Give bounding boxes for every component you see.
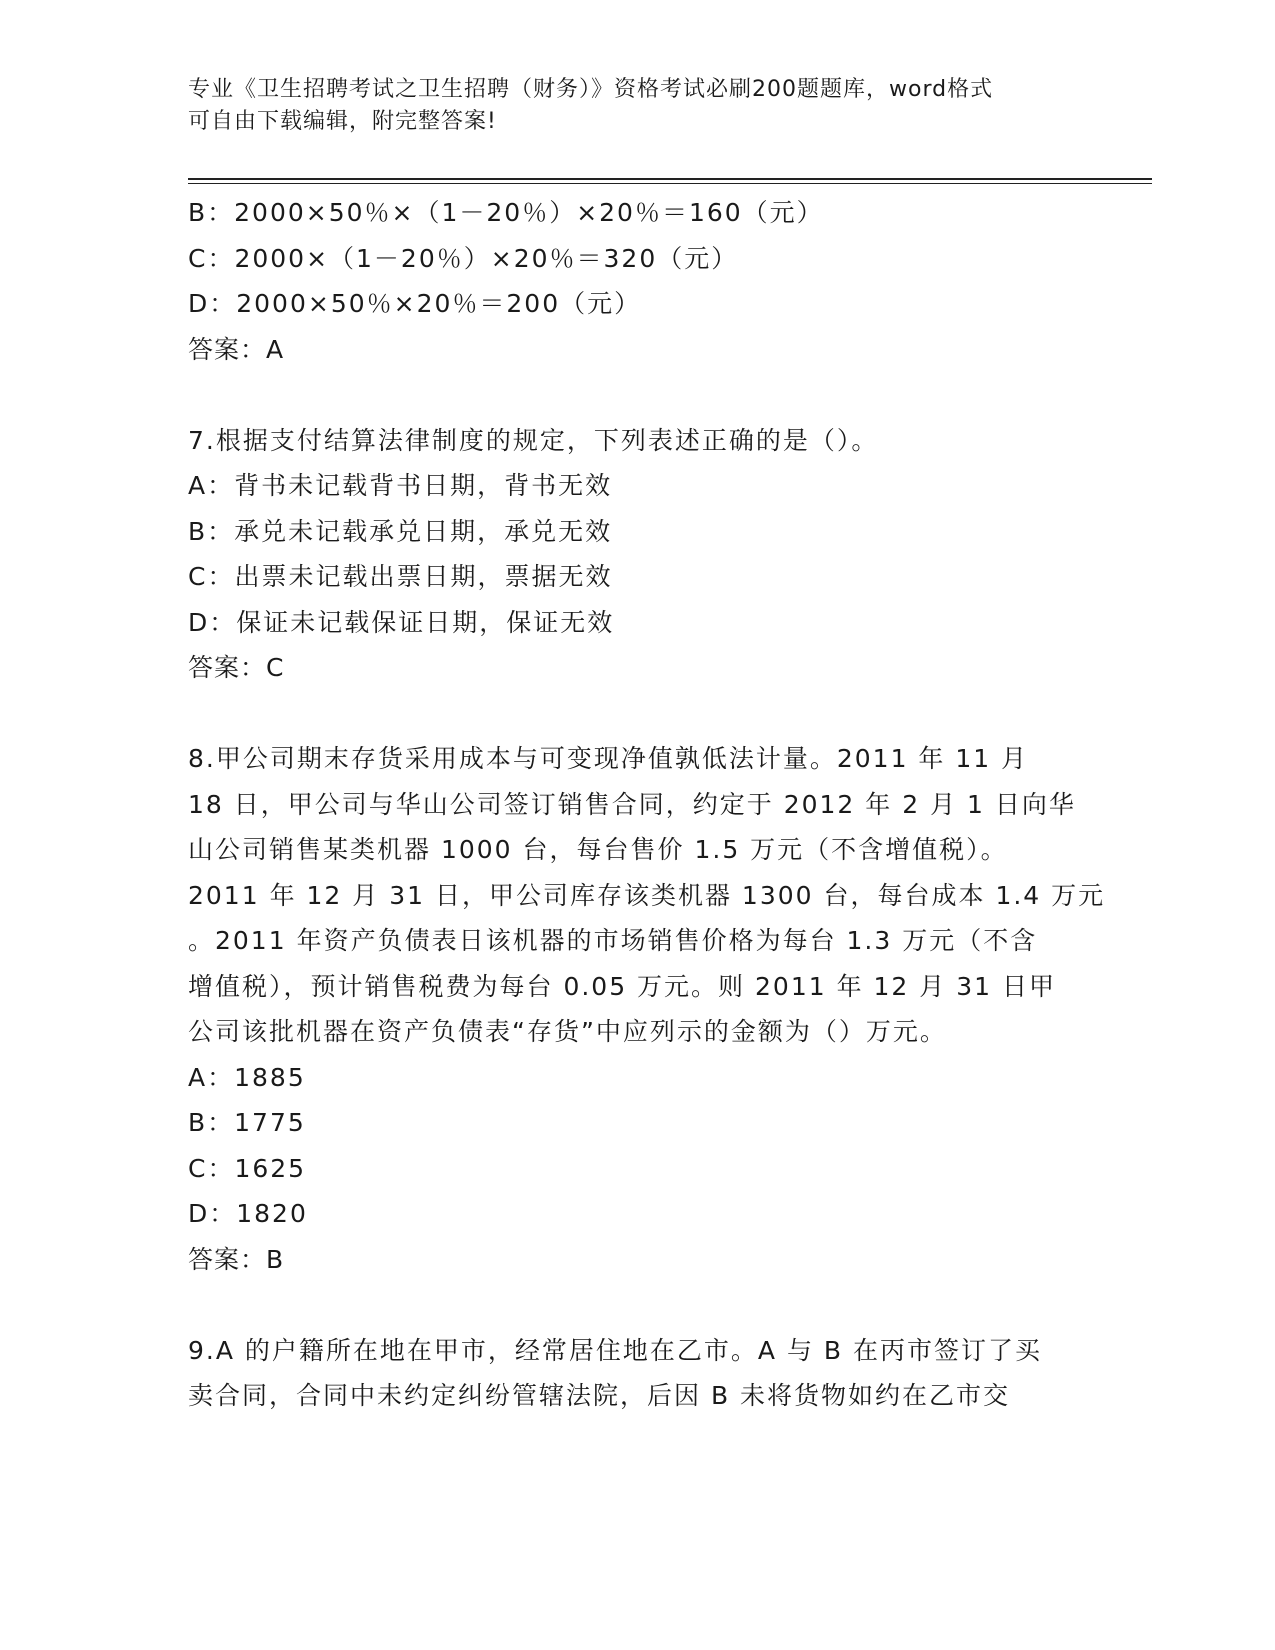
option-b: B：承兑未记载承兑日期，承兑无效	[188, 516, 613, 546]
option-a: A：背书未记载背书日期，背书无效	[188, 471, 613, 500]
option-c: C：1625	[188, 1153, 307, 1183]
option-d: D：1820	[188, 1199, 308, 1228]
question-stem-line: 山公司销售某类机器 1000 台，每台售价 1.5 万元（不含增值税）。	[188, 835, 1008, 864]
question-9	[188, 1328, 1088, 1419]
question-stem-line: 卖合同，合同中未约定纠纷管辖法院，后因 B 未将货物如约在乙市交	[188, 1381, 1011, 1410]
question-stem-line: 2011 年 12 月 31 日，甲公司库存该类机器 1300 台，每台成本 1.4 万元	[188, 880, 1106, 910]
option-d: D：2000×50％×20％＝200（元）	[188, 289, 642, 318]
question-stem-line: 18 日，甲公司与华山公司签订销售合同，约定于 2012 年 2 月 1 日向华	[188, 789, 1076, 819]
question-stem-line: 增值税），预计销售税费为每台 0.05 万元。则 2011 年 12 月 31 日甲	[188, 971, 1056, 1001]
option-a: A：1885	[188, 1062, 306, 1092]
answer-line: 答案：A	[188, 334, 285, 364]
question-stem-line: 。2011 年资产负债表日该机器的市场销售价格为每台 1.3 万元（不含	[188, 926, 1038, 955]
option-b: B：2000×50％×（1－20％）×20％＝160（元）	[188, 198, 824, 227]
spacer	[188, 691, 1088, 737]
question-stem: 7.根据支付结算法律制度的规定，下列表述正确的是（）。	[188, 425, 879, 455]
header-line-2: 可自由下载编辑，附完整答案!	[188, 109, 497, 134]
question-stem-line: 9.A 的户籍所在地在甲市，经常居住地在乙市。A 与 B 在丙市签订了买	[188, 1335, 1042, 1365]
question-7	[188, 418, 1088, 691]
option-c: C：出票未记载出票日期，票据无效	[188, 562, 613, 591]
question-stem-line: 8.甲公司期末存货采用成本与可变现净值孰低法计量。2011 年 11 月	[188, 744, 1029, 773]
header-line-1: 专业《卫生招聘考试之卫生招聘（财务）》资格考试必刷200题题库，word格式	[188, 77, 994, 102]
header-rule-thick	[188, 178, 1152, 180]
spacer	[188, 1282, 1088, 1328]
question-stem-line: 公司该批机器在资产负债表“存货”中应列示的金额为（）万元。	[188, 1017, 947, 1046]
option-c: C：2000×（1－20％）×20％＝320（元）	[188, 243, 739, 273]
document-body	[188, 190, 1106, 1419]
option-d: D：保证未记载保证日期，保证无效	[188, 607, 615, 637]
header-rule-thin	[188, 183, 1152, 184]
answer-line: 答案：C	[188, 653, 285, 682]
question-6-tail	[188, 190, 1088, 372]
option-b: B：1775	[188, 1108, 306, 1137]
spacer	[188, 372, 1088, 418]
document-header	[188, 74, 1088, 138]
answer-line: 答案：B	[188, 1244, 285, 1274]
question-8	[188, 736, 1106, 1282]
